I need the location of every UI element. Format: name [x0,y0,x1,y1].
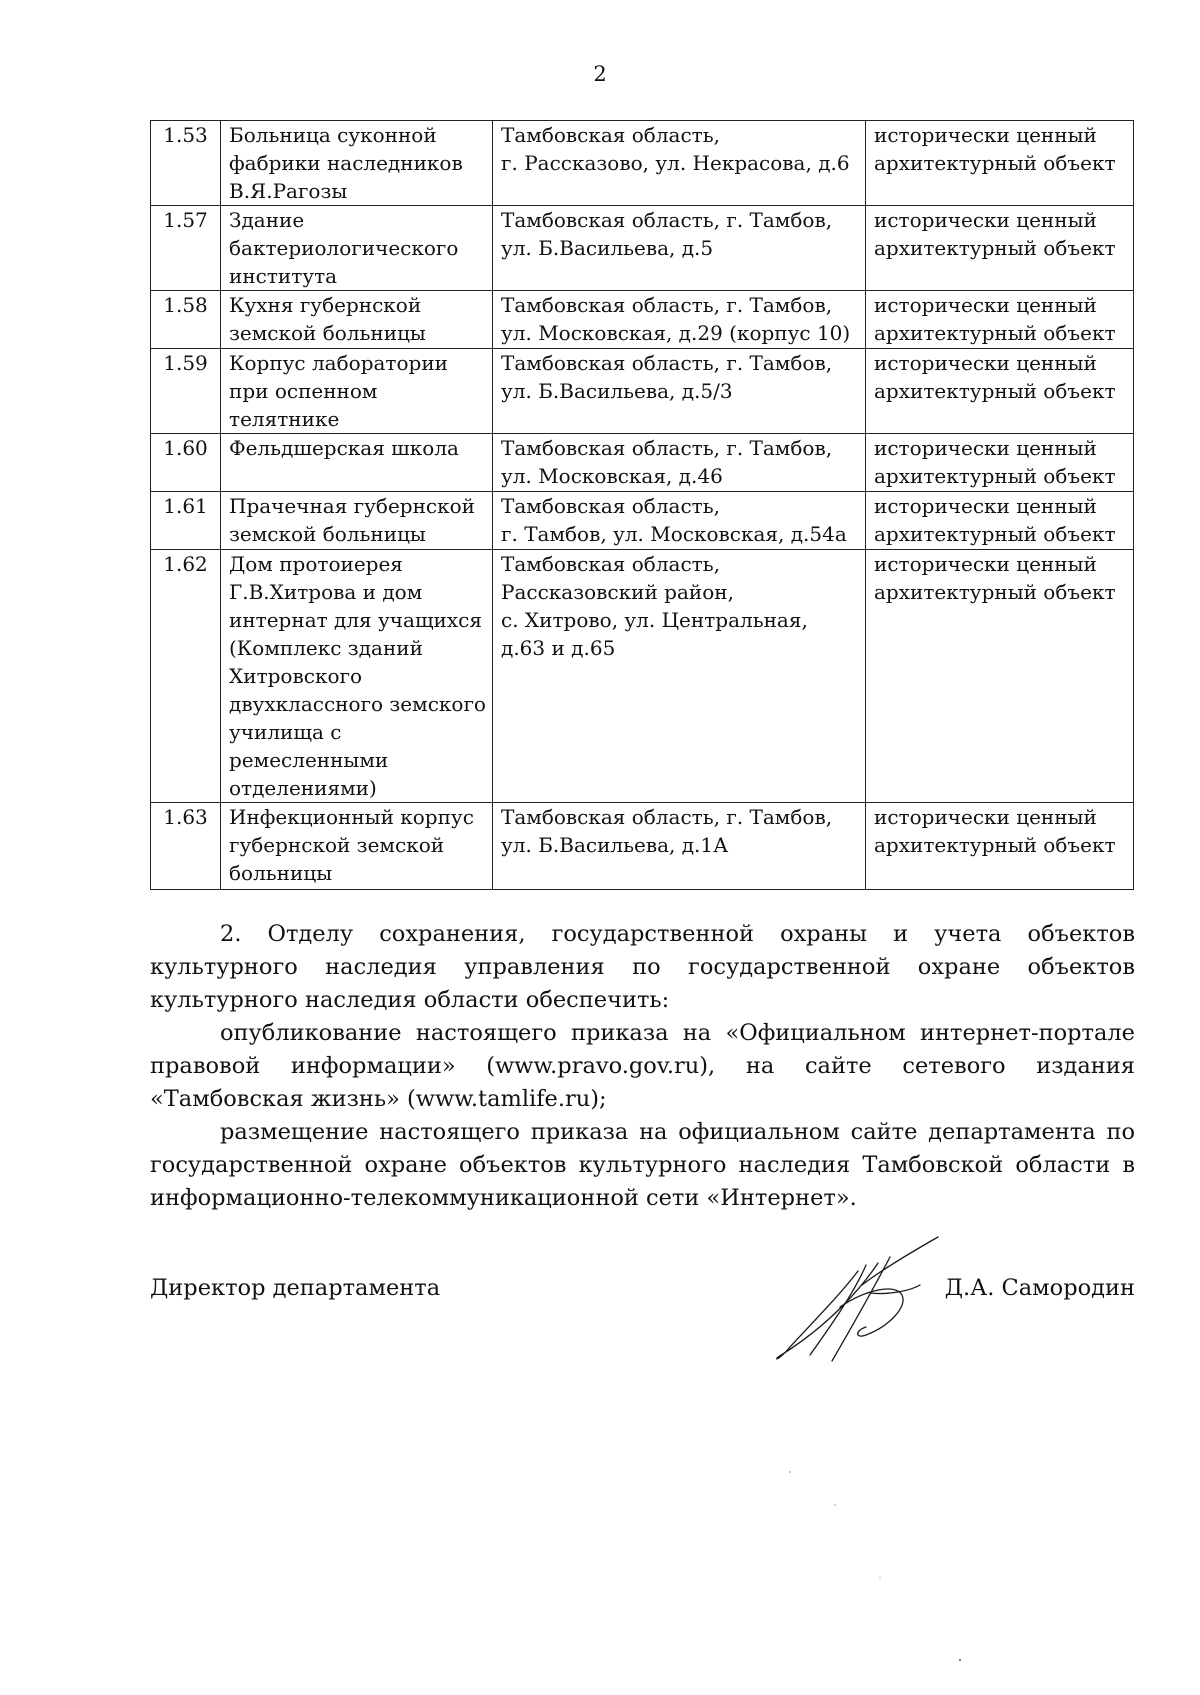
address-line: Тамбовская область, [501,552,720,576]
table-row [151,349,1134,434]
object-address [493,349,866,434]
row-number: 1.59 [151,349,221,434]
table-row [151,206,1134,291]
object-category [866,492,1134,550]
object-name: Дом протоиерея Г.В.Хитрова и дом интернат для учащихся (Комплекс зданий Хитровского двухклассного земского училища с ремесленными отделениями) [221,550,493,803]
handwritten-signature [770,1235,940,1365]
address-line: Тамбовская область, г. Тамбов, [501,293,833,317]
table-row [151,121,1134,206]
heritage-objects-table [150,120,1134,890]
category-line: исторически ценный [874,123,1097,147]
category-line: архитектурный объект [874,321,1116,345]
object-category [866,349,1134,434]
address-line: Тамбовская область, [501,494,720,518]
object-name: Фельдшерская школа [221,434,493,492]
object-name: Здание бактериологического института [221,206,493,291]
row-number: 1.53 [151,121,221,206]
object-address [493,550,866,803]
category-line: исторически ценный [874,805,1097,829]
table-row [151,434,1134,492]
category-line: исторически ценный [874,208,1097,232]
address-line: ул. Б.Васильева, д.5/3 [501,379,733,403]
address-line: д.63 и д.65 [501,636,616,660]
address-line: г. Тамбов, ул. Московская, д.54а [501,522,847,546]
category-line: архитектурный объект [874,580,1116,604]
object-name: Инфекционный корпус губернской земской больницы [221,803,493,890]
category-line: исторически ценный [874,351,1097,375]
paragraph-publication: опубликование настоящего приказа на «Официальном интернет-портале правовой информации» (www.pravo.gov.ru), на сайте сетевого издания «Тамбовская жизнь» (www.tamlife.ru); [150,1020,1135,1112]
address-line: с. Хитрово, ул. Центральная, [501,608,808,632]
object-category [866,121,1134,206]
category-line: архитектурный объект [874,379,1116,403]
signatory-title: Директор департамента [150,1275,441,1301]
object-name: Прачечная губернской земской больницы [221,492,493,550]
category-line: архитектурный объект [874,236,1116,260]
object-category [866,206,1134,291]
object-address [493,434,866,492]
object-category [866,291,1134,349]
category-line: архитектурный объект [874,151,1116,175]
address-line: Тамбовская область, [501,123,720,147]
address-line: ул. Московская, д.46 [501,464,723,488]
address-line: Тамбовская область, г. Тамбов, [501,351,833,375]
category-line: исторически ценный [874,552,1097,576]
table-row [151,492,1134,550]
object-category [866,550,1134,803]
object-address [493,803,866,890]
address-line: Тамбовская область, г. Тамбов, [501,805,833,829]
table-row [151,291,1134,349]
row-number: 1.61 [151,492,221,550]
category-line: исторически ценный [874,436,1097,460]
address-line: ул. Б.Васильева, д.5 [501,236,714,260]
table-row [151,550,1134,803]
object-address [493,206,866,291]
category-line: архитектурный объект [874,833,1116,857]
object-address [493,121,866,206]
table-row [151,803,1134,890]
paragraph-responsible: 2. Отделу сохранения, государственной охраны и учета объектов культурного наследия управления по государственной охране объектов культурного наследия области обеспечить: [150,921,1135,1013]
address-line: Тамбовская область, г. Тамбов, [501,208,833,232]
object-name: Кухня губернской земской больницы [221,291,493,349]
object-address [493,291,866,349]
category-line: архитектурный объект [874,464,1116,488]
category-line: архитектурный объект [874,522,1116,546]
row-number: 1.57 [151,206,221,291]
object-category [866,803,1134,890]
category-line: исторически ценный [874,293,1097,317]
row-number: 1.62 [151,550,221,803]
address-line: Рассказовский район, [501,580,734,604]
object-name: Корпус лаборатории при оспенном телятнике [221,349,493,434]
object-address [493,492,866,550]
address-line: ул. Б.Васильева, д.1А [501,833,729,857]
row-number: 1.63 [151,803,221,890]
address-line: ул. Московская, д.29 (корпус 10) [501,321,851,345]
address-line: г. Рассказово, ул. Некрасова, д.6 [501,151,850,175]
object-category [866,434,1134,492]
paragraph-placement: размещение настоящего приказа на официальном сайте департамента по государственной охране объектов культурного наследия Тамбовской области в информационно-телекоммуникационной сети «Интернет». [150,1119,1135,1211]
row-number: 1.60 [151,434,221,492]
row-number: 1.58 [151,291,221,349]
order-body [150,918,1135,1215]
address-line: Тамбовская область, г. Тамбов, [501,436,833,460]
object-name: Больница суконной фабрики наследников В.Я.Рагозы [221,121,493,206]
page-number: 2 [593,62,607,86]
category-line: исторически ценный [874,494,1097,518]
signatory-name: Д.А. Самородин [944,1275,1135,1301]
